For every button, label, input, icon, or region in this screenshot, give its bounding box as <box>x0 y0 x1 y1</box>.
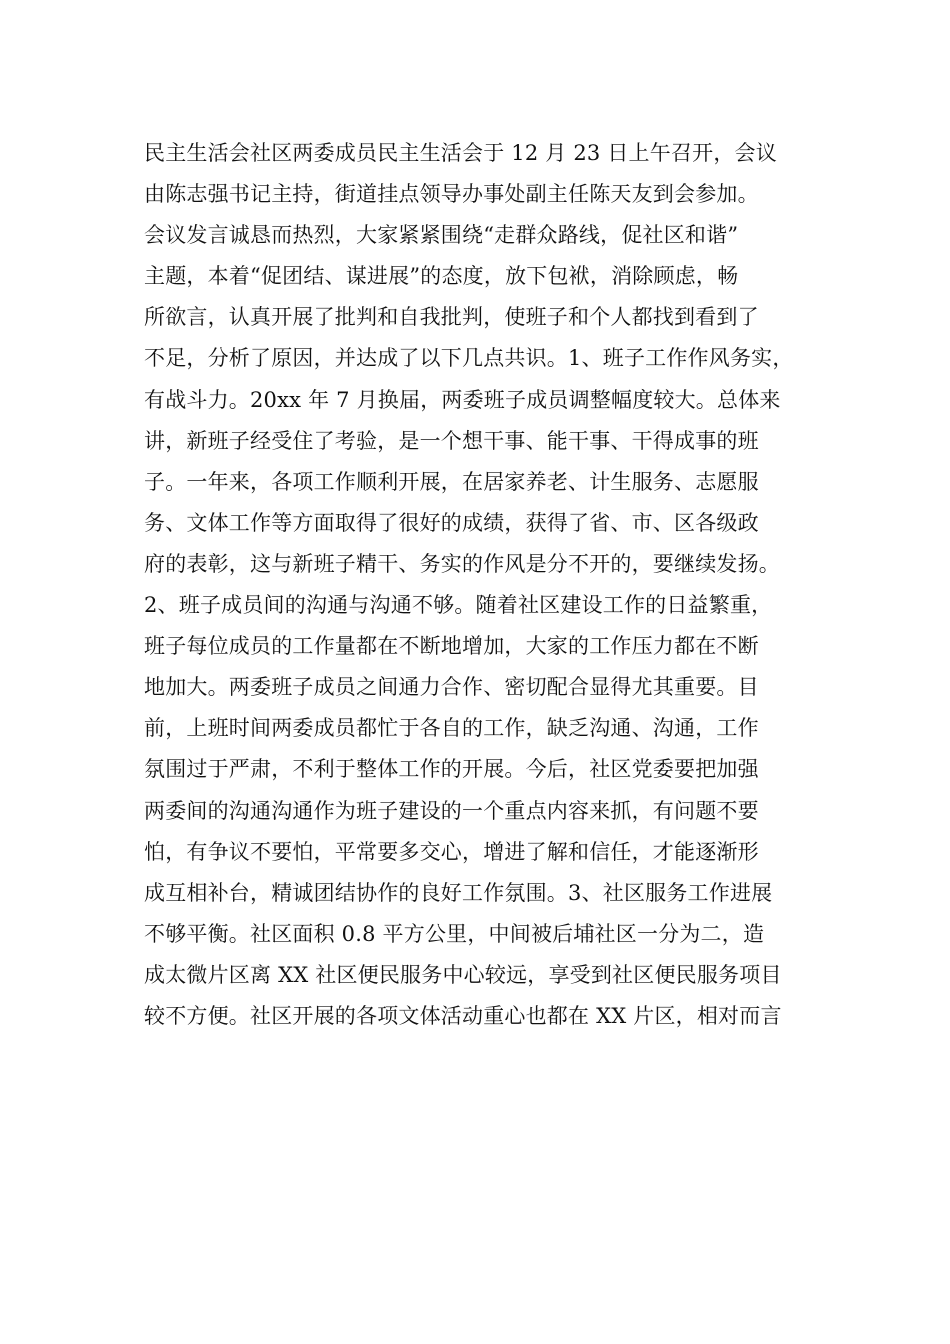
text-line: 班子每位成员的工作量都在不断地增加，大家的工作压力都在不断 <box>144 634 759 659</box>
text-line: 会议发言诚恳而热烈，大家紧紧围绕“走群众路线，促社区和谐” <box>144 223 739 248</box>
text-line: 氛围过于严肃，不利于整体工作的开展。今后，社区党委要把加强 <box>144 757 759 782</box>
text-line: 务、文体工作等方面取得了很好的成绩，获得了省、市、区各级政 <box>144 510 759 535</box>
text-line: 地加大。两委班子成员之间通力合作、密切配合显得尤其重要。目 <box>144 675 759 700</box>
text-line: 府的表彰，这与新班子精干、务实的作风是分不开的，要继续发扬。 <box>144 551 780 576</box>
text-line: 有战斗力。20xx 年 7 月换届，两委班子成员调整幅度较大。总体来 <box>144 387 781 412</box>
text-line: 前，上班时间两委成员都忙于各自的工作，缺乏沟通、沟通，工作 <box>144 716 759 741</box>
text-line: 成互相补台，精诚团结协作的良好工作氛围。3、社区服务工作进展 <box>144 880 773 905</box>
text-line: 不够平衡。社区面积 0.8 平方公里，中间被后埔社区一分为二，造 <box>144 921 765 946</box>
text-line: 所欲言，认真开展了批判和自我批判，使班子和个人都找到看到了 <box>144 305 759 330</box>
text-line: 民主生活会社区两委成员民主生活会于 12 月 23 日上午召开，会议 <box>144 141 777 165</box>
text-line: 不足，分析了原因，并达成了以下几点共识。1、班子工作作风务实， <box>144 346 794 371</box>
text-line: 2、班子成员间的沟通与沟通不够。随着社区建设工作的日益繁重， <box>144 593 773 618</box>
text-line: 子。一年来，各项工作顺利开展，在居家养老、计生服务、志愿服 <box>144 469 759 494</box>
text-line: 怕，有争议不要怕，平常要多交心，增进了解和信任，才能逐渐形 <box>144 839 759 864</box>
text-line: 讲，新班子经受住了考验，是一个想干事、能干事、干得成事的班 <box>144 428 759 453</box>
text-line: 成太微片区离 XX 社区便民服务中心较远，享受到社区便民服务项目 <box>144 962 782 987</box>
text-line: 由陈志强书记主持，街道挂点领导办事处副主任陈天友到会参加。 <box>144 182 759 207</box>
body-paragraph <box>144 133 824 1037</box>
text-line: 较不方便。社区开展的各项文体活动重心也都在 XX 片区，相对而言 <box>144 1003 782 1028</box>
text-line: 两委间的沟通沟通作为班子建设的一个重点内容来抓，有问题不要 <box>144 798 759 823</box>
text-line: 主题，本着“促团结、谋进展”的态度，放下包袱，消除顾虑，畅 <box>144 264 739 289</box>
